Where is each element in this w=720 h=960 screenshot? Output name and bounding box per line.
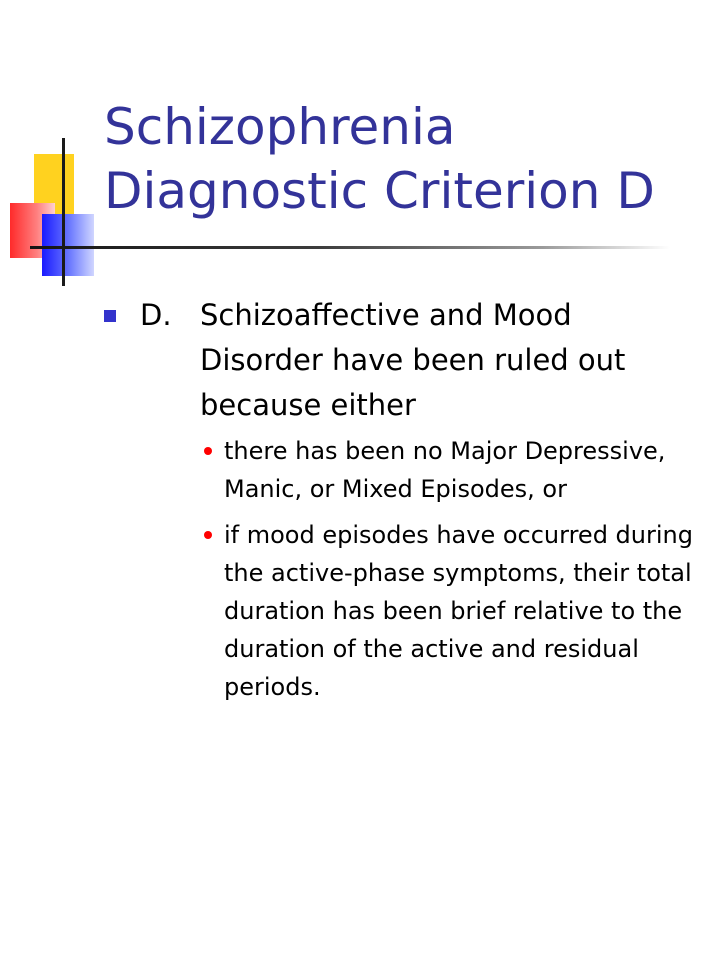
title-line-1: Schizophrenia	[104, 98, 456, 156]
sub-bullet-list	[200, 432, 700, 714]
sub-bullet-text: there has been no Major Depressive, Manic, or Mixed Episodes, or	[224, 437, 666, 503]
slide-title	[104, 95, 655, 223]
title-underline	[30, 246, 670, 249]
logo-blue-square	[42, 214, 94, 276]
sub-bullet-item	[200, 516, 700, 706]
title-line-2: Diagnostic Criterion D	[104, 162, 655, 220]
dot-bullet-icon	[204, 531, 212, 539]
sub-bullet-item	[200, 432, 700, 508]
main-bullet-text: Schizoaffective and Mood Disorder have been ruled out because either	[200, 298, 626, 422]
square-bullet-icon	[104, 310, 116, 322]
dot-bullet-icon	[204, 447, 212, 455]
sub-bullet-text: if mood episodes have occurred during the active-phase symptoms, their total duration has been brief relative to the duration of the active and residual periods.	[224, 521, 693, 701]
criterion-number: D.	[140, 298, 172, 332]
logo-vertical-line	[62, 138, 65, 286]
